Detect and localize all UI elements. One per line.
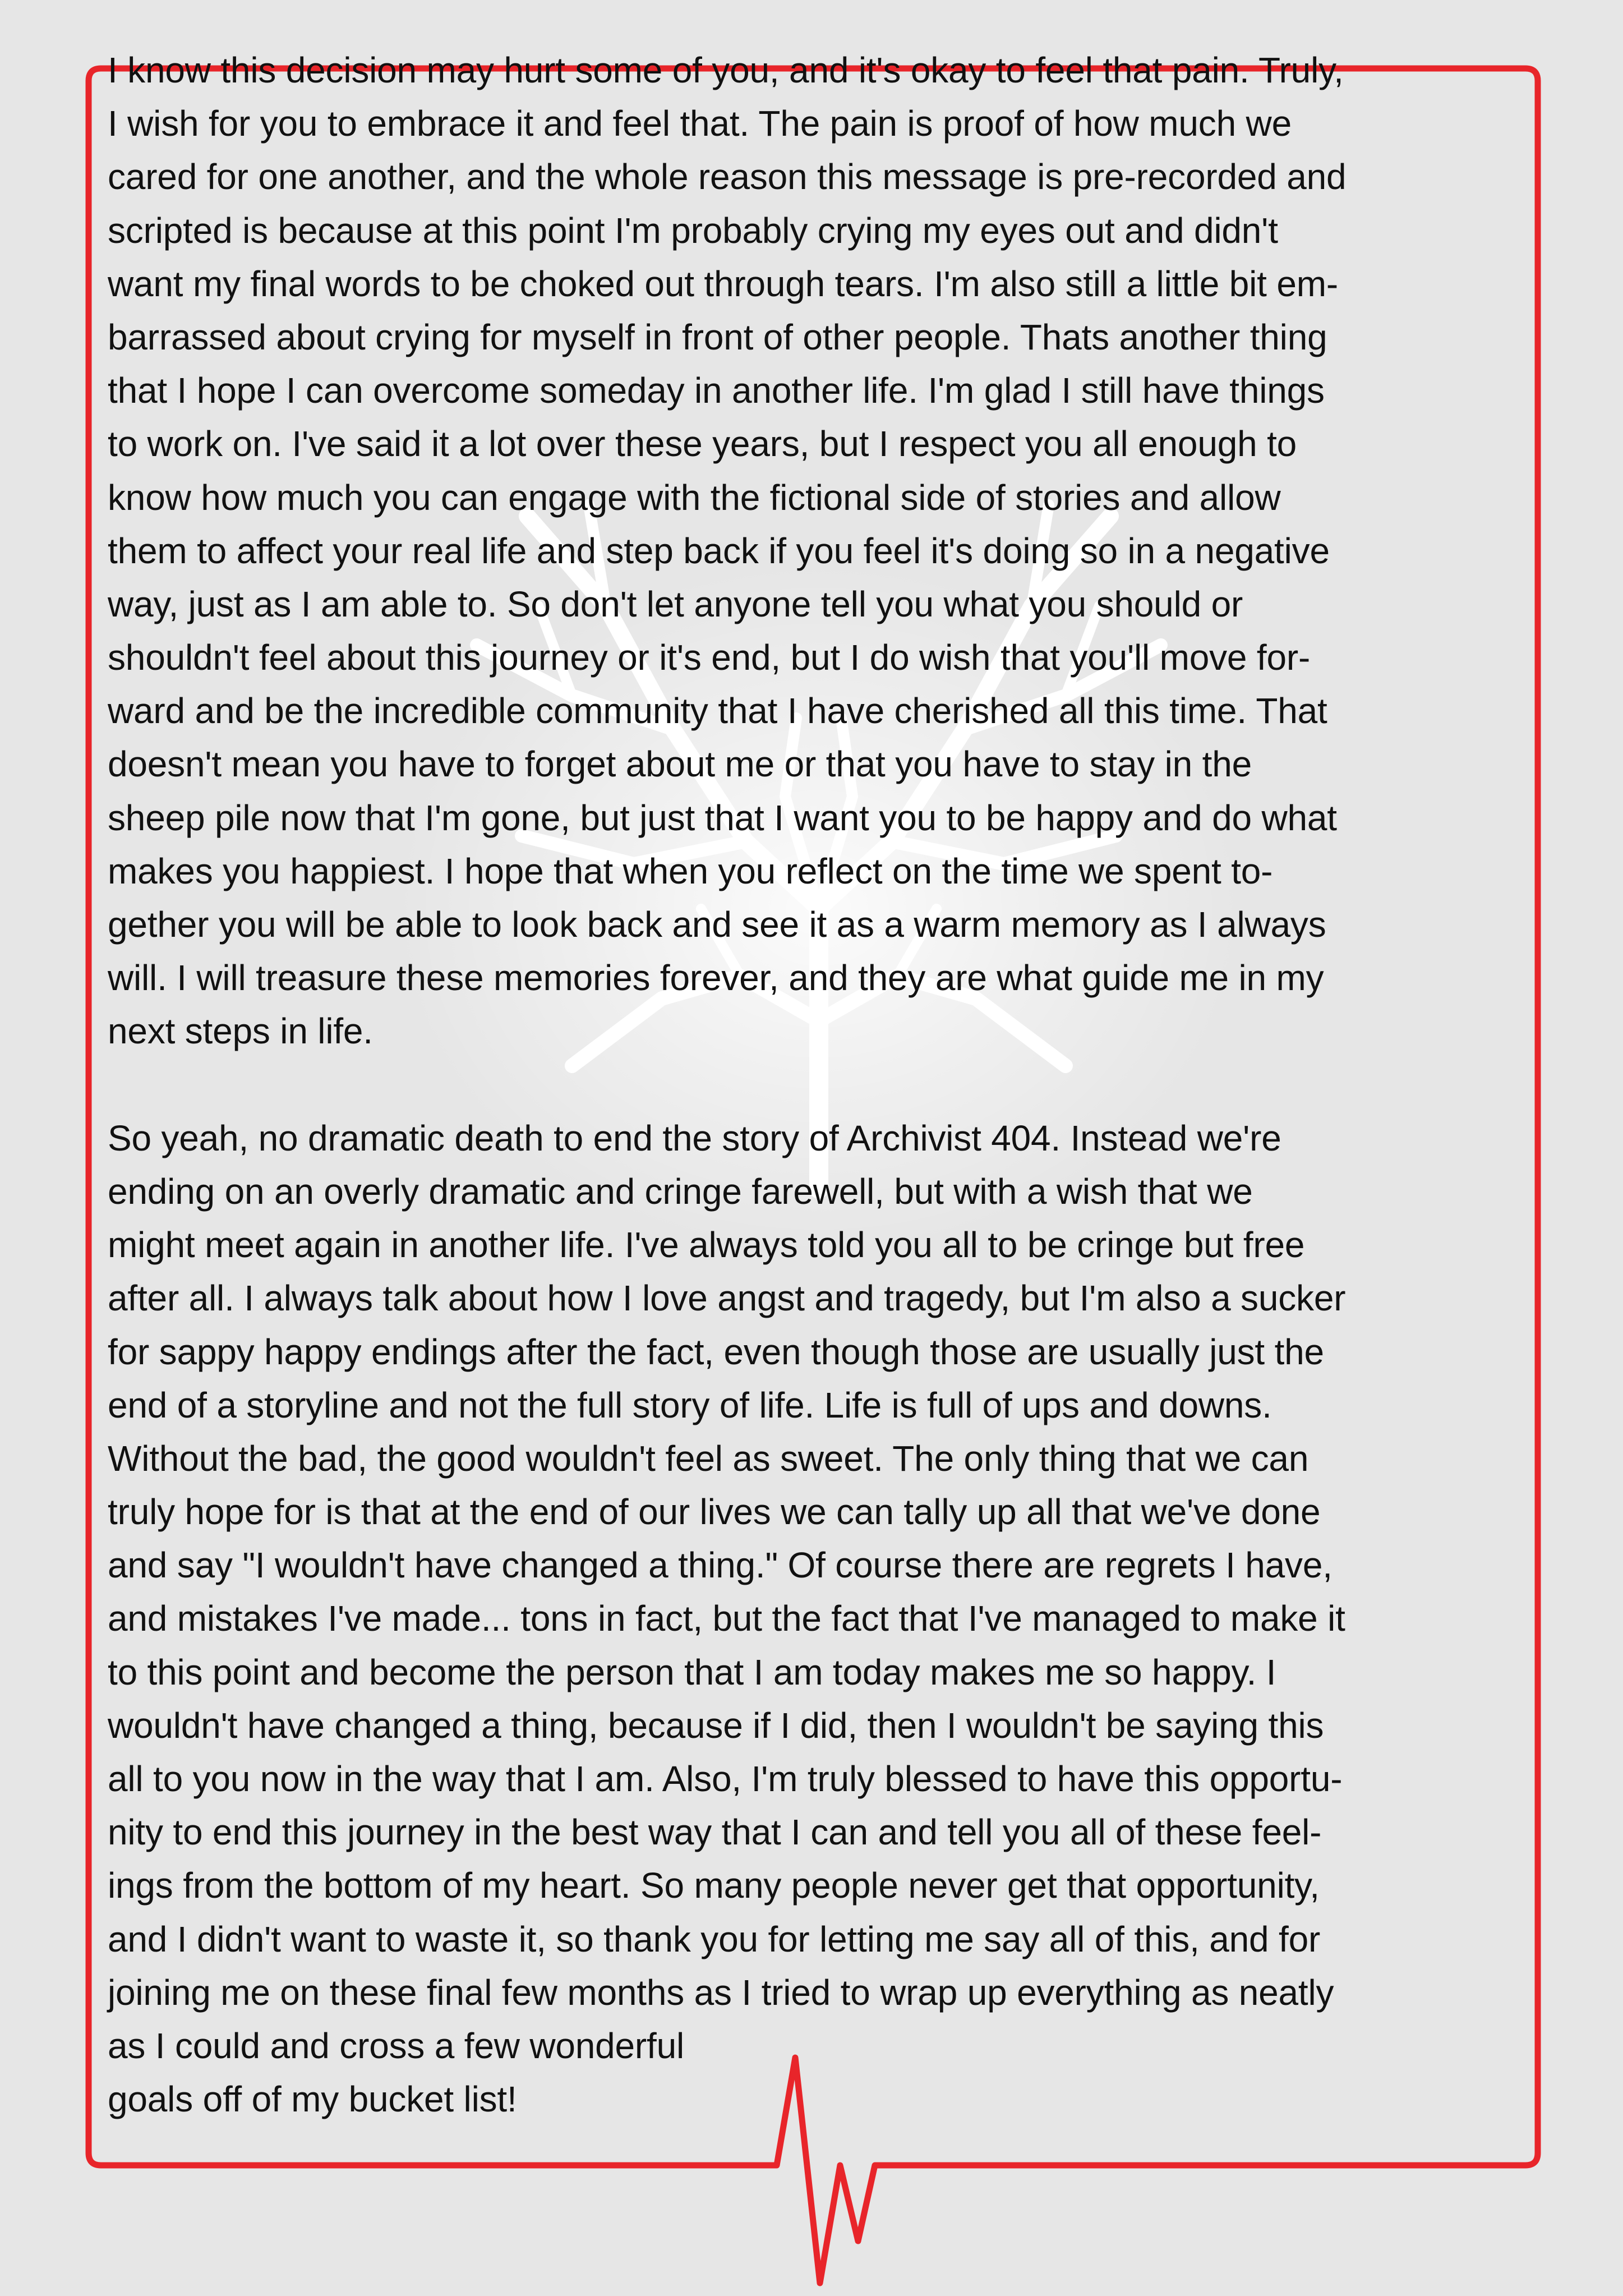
text-line: and say "I wouldn't have changed a thing." Of course there are regrets I have, [108, 1545, 1332, 1586]
text-line: end of a storyline and not the full story of life. Life is full of ups and downs. [108, 1384, 1272, 1425]
text-line: makes you happiest. I hope that when you reflect on the time we spent to- [108, 850, 1273, 891]
text-line: and mistakes I've made... tons in fact, but the fact that I've managed to make it [108, 1598, 1345, 1639]
text-line: sheep pile now that I'm gone, but just that I want you to be happy and do what [108, 797, 1337, 838]
text-line: scripted is because at this point I'm probably crying my eyes out and didn't [108, 210, 1278, 251]
paragraph-gap [108, 1059, 1532, 1112]
text-line: joining me on these final few months as I tried to wrap up everything as neatly [108, 1972, 1334, 2013]
text-line: ings from the bottom of my heart. So many people never get that opportunity, [108, 1865, 1320, 1906]
text-line: I know this decision may hurt some of you, and it's okay to feel that pain. Truly, [108, 50, 1344, 90]
text-line: truly hope for is that at the end of our lives we can tally up all that we've done [108, 1492, 1321, 1533]
text-line: ending on an overly dramatic and cringe farewell, but with a wish that we [108, 1171, 1253, 1212]
letter-body [108, 44, 1532, 2126]
text-line: gether you will be able to look back and see it as a warm memory as I always [108, 904, 1326, 945]
text-line: that I hope I can overcome someday in another life. I'm glad I still have things [108, 370, 1325, 411]
text-line: will. I will treasure these memories forever, and they are what guide me in my [108, 958, 1324, 999]
text-line: nity to end this journey in the best way that I can and tell you all of these feel- [108, 1812, 1322, 1853]
text-line: to work on. I've said it a lot over these years, but I respect you all enough to [108, 424, 1297, 464]
text-line: goals off of my bucket list! [108, 2079, 517, 2120]
text-line: barrassed about crying for myself in front of other people. Thats another thing [108, 316, 1327, 357]
text-line: ward and be the incredible community that I have cherished all this time. That [108, 691, 1327, 731]
text-line: as I could and cross a few wonderful [108, 2025, 685, 2066]
text-line: want my final words to be choked out through tears. I'm also still a little bit em- [108, 263, 1338, 304]
text-line: way, just as I am able to. So don't let anyone tell you what you should or [108, 583, 1243, 624]
text-line: I wish for you to embrace it and feel that. The pain is proof of how much we [108, 103, 1292, 144]
text-line: cared for one another, and the whole reason this message is pre-recorded and [108, 157, 1347, 197]
text-line: might meet again in another life. I've always told you all to be cringe but free [108, 1225, 1305, 1266]
text-line: all to you now in the way that I am. Also, I'm truly blessed to have this opportu- [108, 1759, 1343, 1799]
text-line: and I didn't want to waste it, so thank you for letting me say all of this, and for [108, 1918, 1321, 1959]
paragraph-2 [108, 1112, 1532, 2127]
text-line: Without the bad, the good wouldn't feel as sweet. The only thing that we can [108, 1438, 1309, 1479]
text-line: after all. I always talk about how I love angst and tragedy, but I'm also a sucker [108, 1278, 1346, 1319]
text-line: know how much you can engage with the fictional side of stories and allow [108, 477, 1281, 518]
text-line: doesn't mean you have to forget about me or that you have to stay in the [108, 744, 1252, 785]
text-line: them to affect your real life and step back if you feel it's doing so in a negative [108, 530, 1330, 571]
text-line: to this point and become the person that I am today makes me so happy. I [108, 1651, 1276, 1692]
text-line: shouldn't feel about this journey or it's end, but I do wish that you'll move for- [108, 637, 1311, 678]
text-line: next steps in life. [108, 1011, 373, 1052]
text-line: So yeah, no dramatic death to end the story of Archivist 404. Instead we're [108, 1117, 1281, 1158]
text-line: for sappy happy endings after the fact, even though those are usually just the [108, 1331, 1324, 1372]
text-line: wouldn't have changed a thing, because if I did, then I wouldn't be saying this [108, 1705, 1324, 1746]
paragraph-1 [108, 44, 1532, 1059]
